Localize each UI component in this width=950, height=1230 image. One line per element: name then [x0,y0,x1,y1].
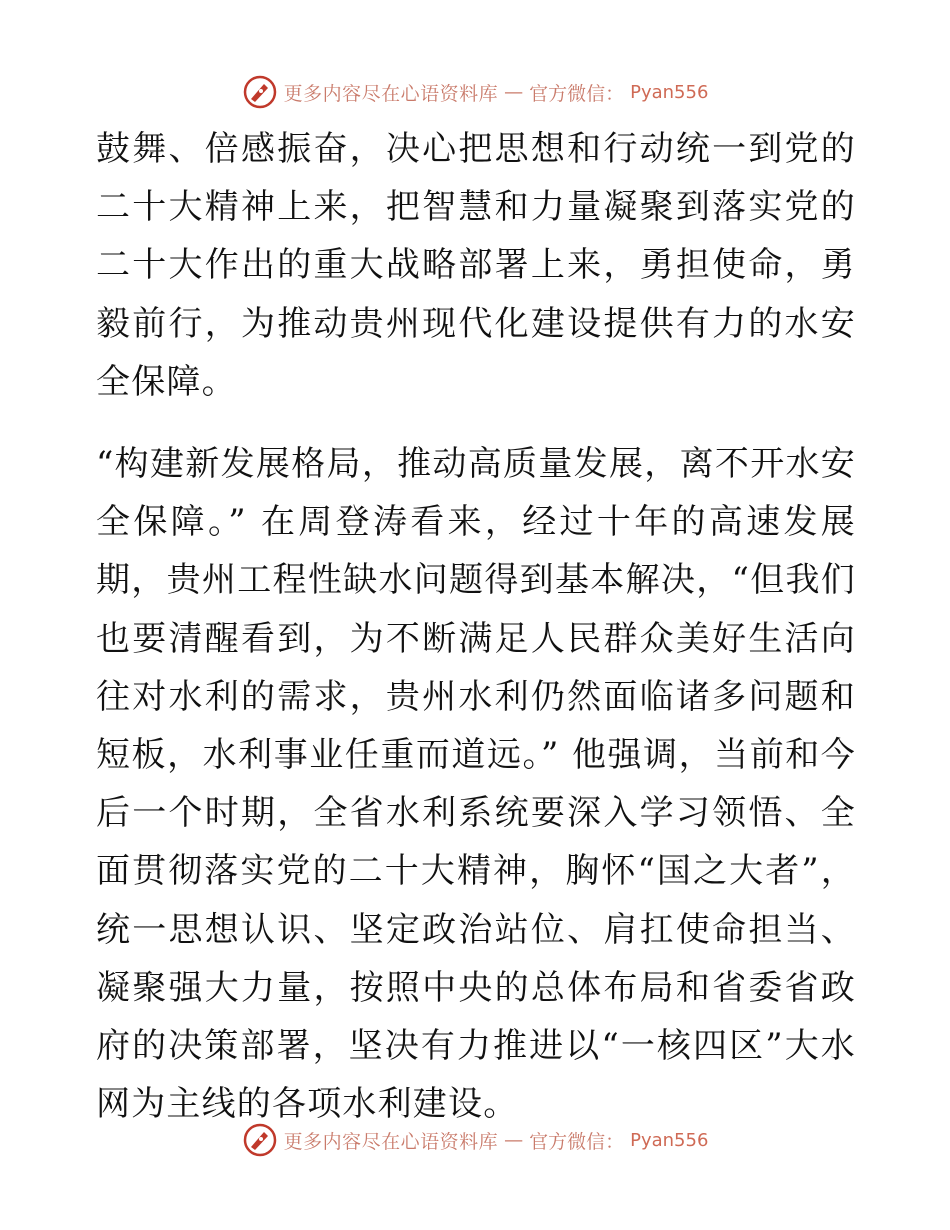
watermark-site-text: 更多内容尽在心语资料库 [283,82,499,105]
watermark-wechat-label: 官方微信： [529,82,625,105]
document-body [96,120,856,1133]
watermark-wechat-id: Pyan556 [630,81,709,103]
watermark-separator: — [504,1129,524,1151]
paragraph-1: 鼓舞、倍感振奋，决心把思想和行动统一到党的二十大精神上来，把智慧和力量凝聚到落实党的二十大作出的重大战略部署上来，勇担使命，勇毅前行，为推动贵州现代化建设提供有力的水安全保障。 [96,129,856,402]
paragraph-2: “构建新发展格局，推动高质量发展，离不开水安全保障。” 在周登涛看来，经过十年的高速发展期，贵州工程性缺水问题得到基本解决，“但我们也要清醒看到，为不断满足人民群众美好生活向往对水利的需求，贵州水利仍然面临诸多问题和短板，水利事业任重而道远。” 他强调，当前和今后一个时期，全省水利系统要深入学习领悟、全面贯彻落实党的二十大精神，胸怀“国之大者”，统一思想认识、坚定政治站位、肩扛使命担当、凝聚强大力量，按照中央的总体布局和省委省政府的决策部署，坚决有力推进以“一核四区”大水网为主线的各项水利建设。 [96,444,856,1125]
pen-nib-circle-icon [242,1122,278,1158]
footer-watermark [0,1120,950,1160]
watermark-site-text: 更多内容尽在心语资料库 [283,1130,499,1153]
header-watermark [0,72,950,112]
pen-nib-circle-icon [242,74,278,110]
watermark-separator: — [504,81,524,103]
watermark-wechat-label: 官方微信： [529,1130,625,1153]
watermark-wechat-id: Pyan556 [630,1129,709,1151]
